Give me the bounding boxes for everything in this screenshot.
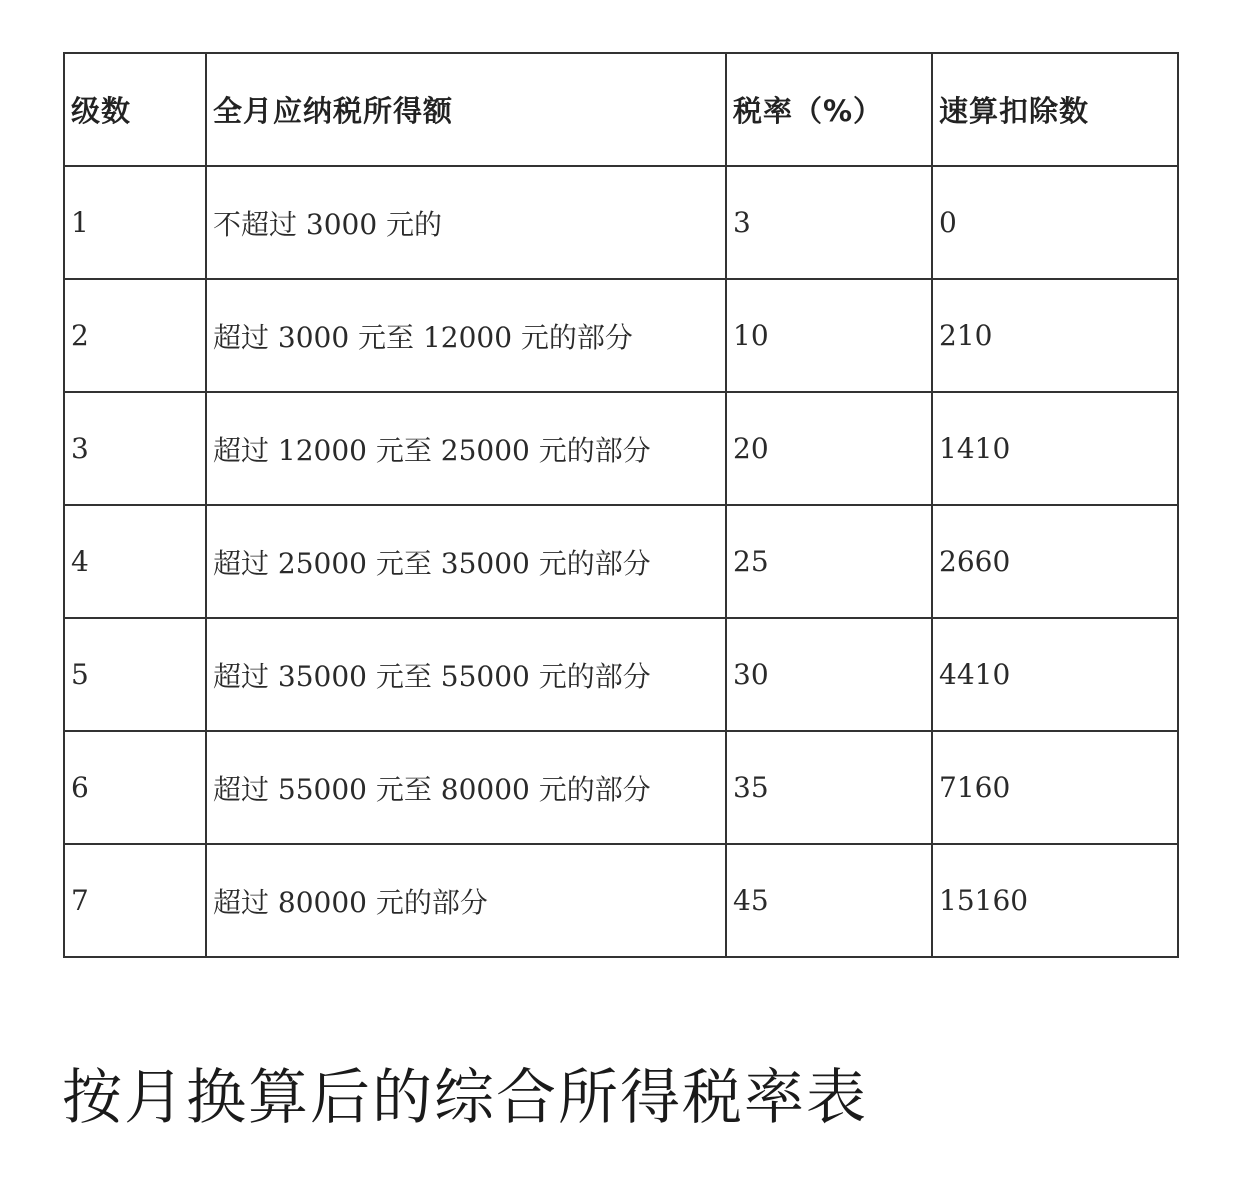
cell-level: 2 [64, 279, 206, 392]
cell-tax-rate: 25 [726, 505, 932, 618]
cell-quick-deduction: 210 [932, 279, 1178, 392]
cell-income-range: 超过 35000 元至 55000 元的部分 [206, 618, 726, 731]
cell-level: 3 [64, 392, 206, 505]
header-tax-rate: 税率（%） [726, 53, 932, 166]
table-row [64, 166, 1178, 279]
cell-level: 7 [64, 844, 206, 957]
table-row [64, 618, 1178, 731]
cell-income-range: 超过 3000 元至 12000 元的部分 [206, 279, 726, 392]
cell-tax-rate: 10 [726, 279, 932, 392]
header-row [64, 53, 1178, 166]
cell-income-range: 超过 55000 元至 80000 元的部分 [206, 731, 726, 844]
cell-quick-deduction: 7160 [932, 731, 1178, 844]
cell-quick-deduction: 1410 [932, 392, 1178, 505]
cell-level: 6 [64, 731, 206, 844]
cell-level: 1 [64, 166, 206, 279]
table-body [64, 166, 1178, 957]
table-row [64, 844, 1178, 957]
cell-quick-deduction: 4410 [932, 618, 1178, 731]
cell-tax-rate: 35 [726, 731, 932, 844]
cell-level: 4 [64, 505, 206, 618]
cell-tax-rate: 30 [726, 618, 932, 731]
cell-tax-rate: 3 [726, 166, 932, 279]
tax-rate-table [63, 52, 1179, 958]
cell-level: 5 [64, 618, 206, 731]
table-row [64, 279, 1178, 392]
cell-income-range: 超过 80000 元的部分 [206, 844, 726, 957]
table-caption: 按月换算后的综合所得税率表 [62, 1063, 868, 1133]
cell-quick-deduction: 15160 [932, 844, 1178, 957]
cell-quick-deduction: 0 [932, 166, 1178, 279]
cell-income-range: 超过 25000 元至 35000 元的部分 [206, 505, 726, 618]
table-row [64, 505, 1178, 618]
table-row [64, 392, 1178, 505]
header-quick-deduction: 速算扣除数 [932, 53, 1178, 166]
cell-income-range: 超过 12000 元至 25000 元的部分 [206, 392, 726, 505]
cell-quick-deduction: 2660 [932, 505, 1178, 618]
table-header [64, 53, 1178, 166]
cell-tax-rate: 45 [726, 844, 932, 957]
header-monthly-taxable-income: 全月应纳税所得额 [206, 53, 726, 166]
cell-income-range: 不超过 3000 元的 [206, 166, 726, 279]
header-level: 级数 [64, 53, 206, 166]
table-row [64, 731, 1178, 844]
cell-tax-rate: 20 [726, 392, 932, 505]
